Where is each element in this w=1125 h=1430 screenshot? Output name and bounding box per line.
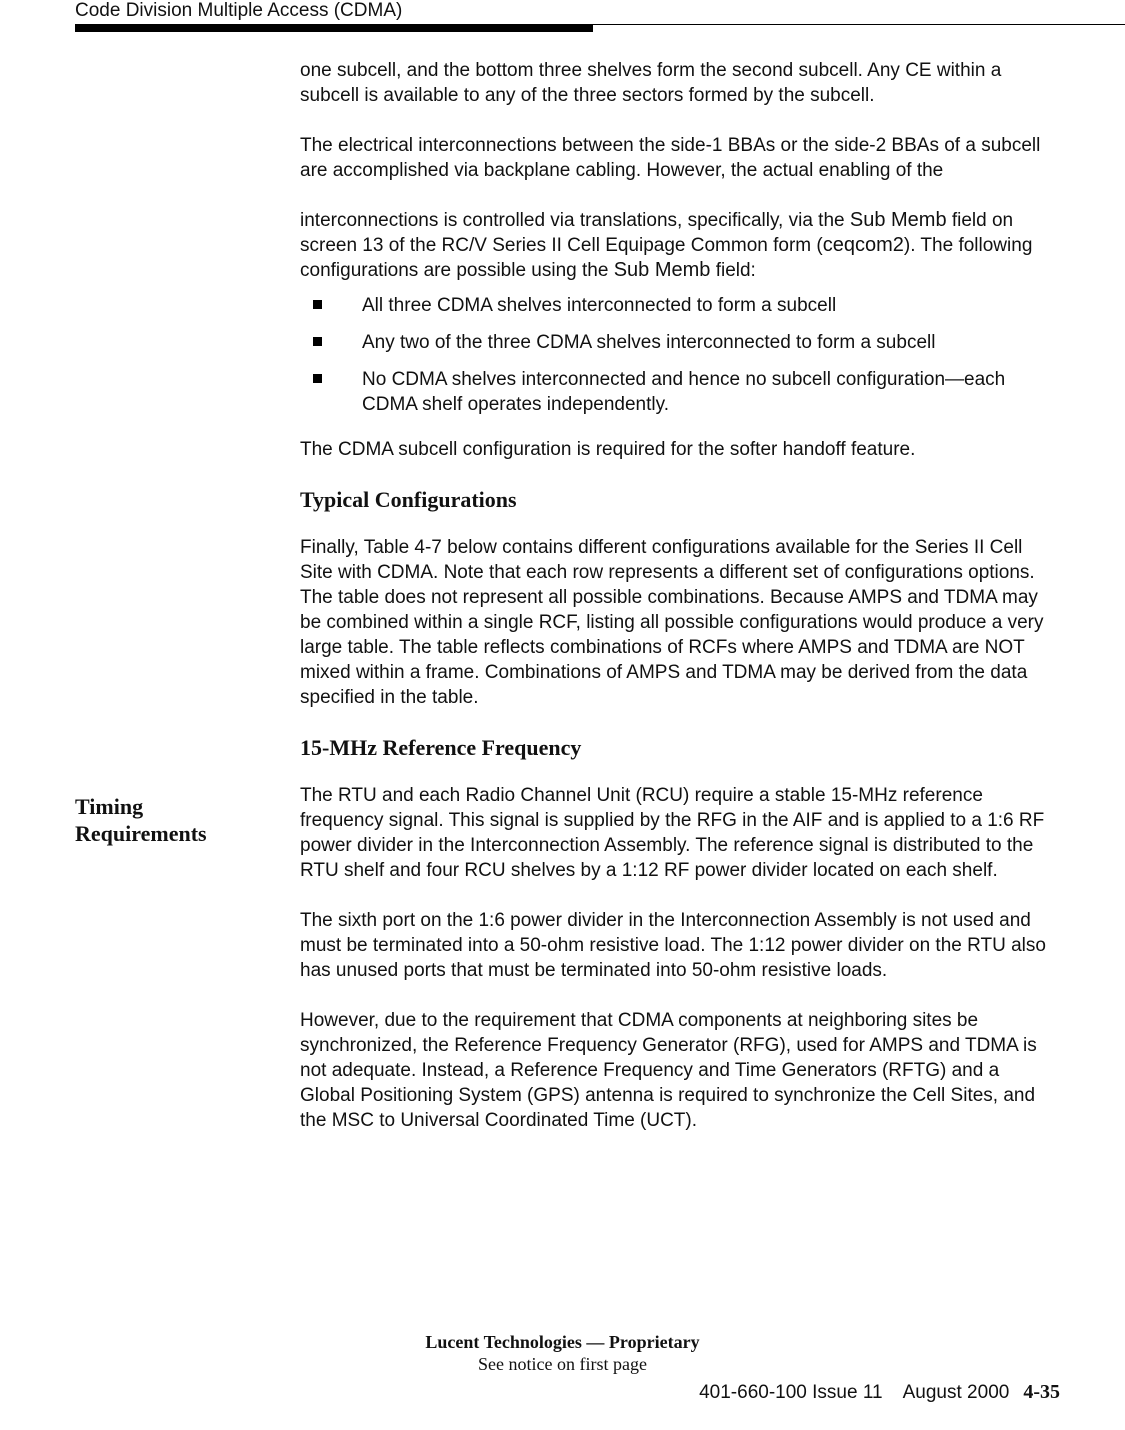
paragraph: Finally, Table 4-7 below contains different configurations available for the Series II Cell Site with CDMA. Note that each row represents a different set of configurations options. The table does not represent all possible combinations. Because AMPS and TDMA may be combined within a single RCF, listing all possible configurations would produce a very large table. The table reflects combinations of RCFs where AMPS and TDMA are NOT mixed within a frame. Combinations of AMPS and TDMA may be derived from the data specified in the table. [300, 537, 1044, 708]
text-run: field: [710, 260, 756, 281]
text-run: interconnections is controlled via translations, specifically, via the [300, 210, 850, 231]
bullet-square-icon [313, 337, 322, 346]
paragraph: one subcell, and the bottom three shelves form the second subcell. Any CE within a subcell is available to any of the three sectors formed by the subcell. [300, 60, 1002, 106]
list-item [300, 330, 1052, 355]
list-item-text: All three CDMA shelves interconnected to form a subcell [362, 295, 837, 316]
bullet-square-icon [313, 374, 322, 383]
paragraph: The sixth port on the 1:6 power divider in the Interconnection Assembly is not used and must be terminated into a 50-ohm resistive load. The 1:12 power divider on the RTU also has unused ports that must be terminated into 50-ohm resistive loads. [300, 910, 1046, 981]
side-heading: Timing Requirements [75, 794, 207, 846]
bullet-square-icon [313, 300, 322, 309]
body-text [300, 58, 1052, 1158]
doc-info: 401-660-100 Issue 11 August 2000 [699, 1382, 1010, 1403]
paragraph: However, due to the requirement that CDMA components at neighboring sites be synchronized, the Reference Frequency Generator (RFG), used for AMPS and TDMA is not adequate. Instead, a Reference Frequency and Time Generators (RFTG) and a Global Positioning System (GPS) antenna is required to synchronize the Cell Sites, and the MSC to Universal Coordinated Time (UCT). [300, 1010, 1037, 1131]
footer-doc-info [420, 1380, 1060, 1405]
list-item [300, 367, 1052, 417]
paragraph: The CDMA subcell configuration is required for the softer handoff feature. [300, 439, 916, 460]
list-item-text: No CDMA shelves interconnected and hence no subcell configuration—each CDMA shelf operates independently. [362, 369, 1006, 415]
bullet-list [300, 293, 1052, 417]
section-heading: Typical Configurations [300, 487, 517, 512]
header-bar [75, 25, 593, 32]
field-name: Sub Memb [613, 259, 711, 281]
paragraph: The electrical interconnections between the side-1 BBAs or the side-2 BBAs of a subcell are accomplished via backplane cabling. However, the actual enabling of the [300, 135, 1041, 181]
field-name: Sub Memb [849, 209, 947, 231]
list-item [300, 293, 1052, 318]
list-item-text: Any two of the three CDMA shelves interconnected to form a subcell [362, 332, 936, 353]
footer-notice: See notice on first page [478, 1354, 647, 1374]
paragraph: The RTU and each Radio Channel Unit (RCU) require a stable 15-MHz reference frequency signal. This signal is supplied by the RFG in the AIF and is applied to a 1:6 RF power divider in the Interconnection Assembly. The reference signal is distributed to the RTU shelf and four RCU shelves by a 1:12 RF power divider located on each shelf. [300, 785, 1045, 881]
text-run: ). The following configurations are possible using the [300, 235, 1033, 281]
paragraph [300, 208, 1052, 283]
form-name: ceqcom2 [822, 234, 904, 256]
footer-company: Lucent Technologies — Proprietary [425, 1332, 700, 1352]
running-header: Code Division Multiple Access (CDMA) [75, 0, 403, 21]
page-number: 4-35 [1023, 1381, 1060, 1403]
section-heading: 15-MHz Reference Frequency [300, 735, 582, 760]
text-run: field on screen 13 of the RC/V Series II Cell Equipage Common form ( [300, 210, 1014, 256]
